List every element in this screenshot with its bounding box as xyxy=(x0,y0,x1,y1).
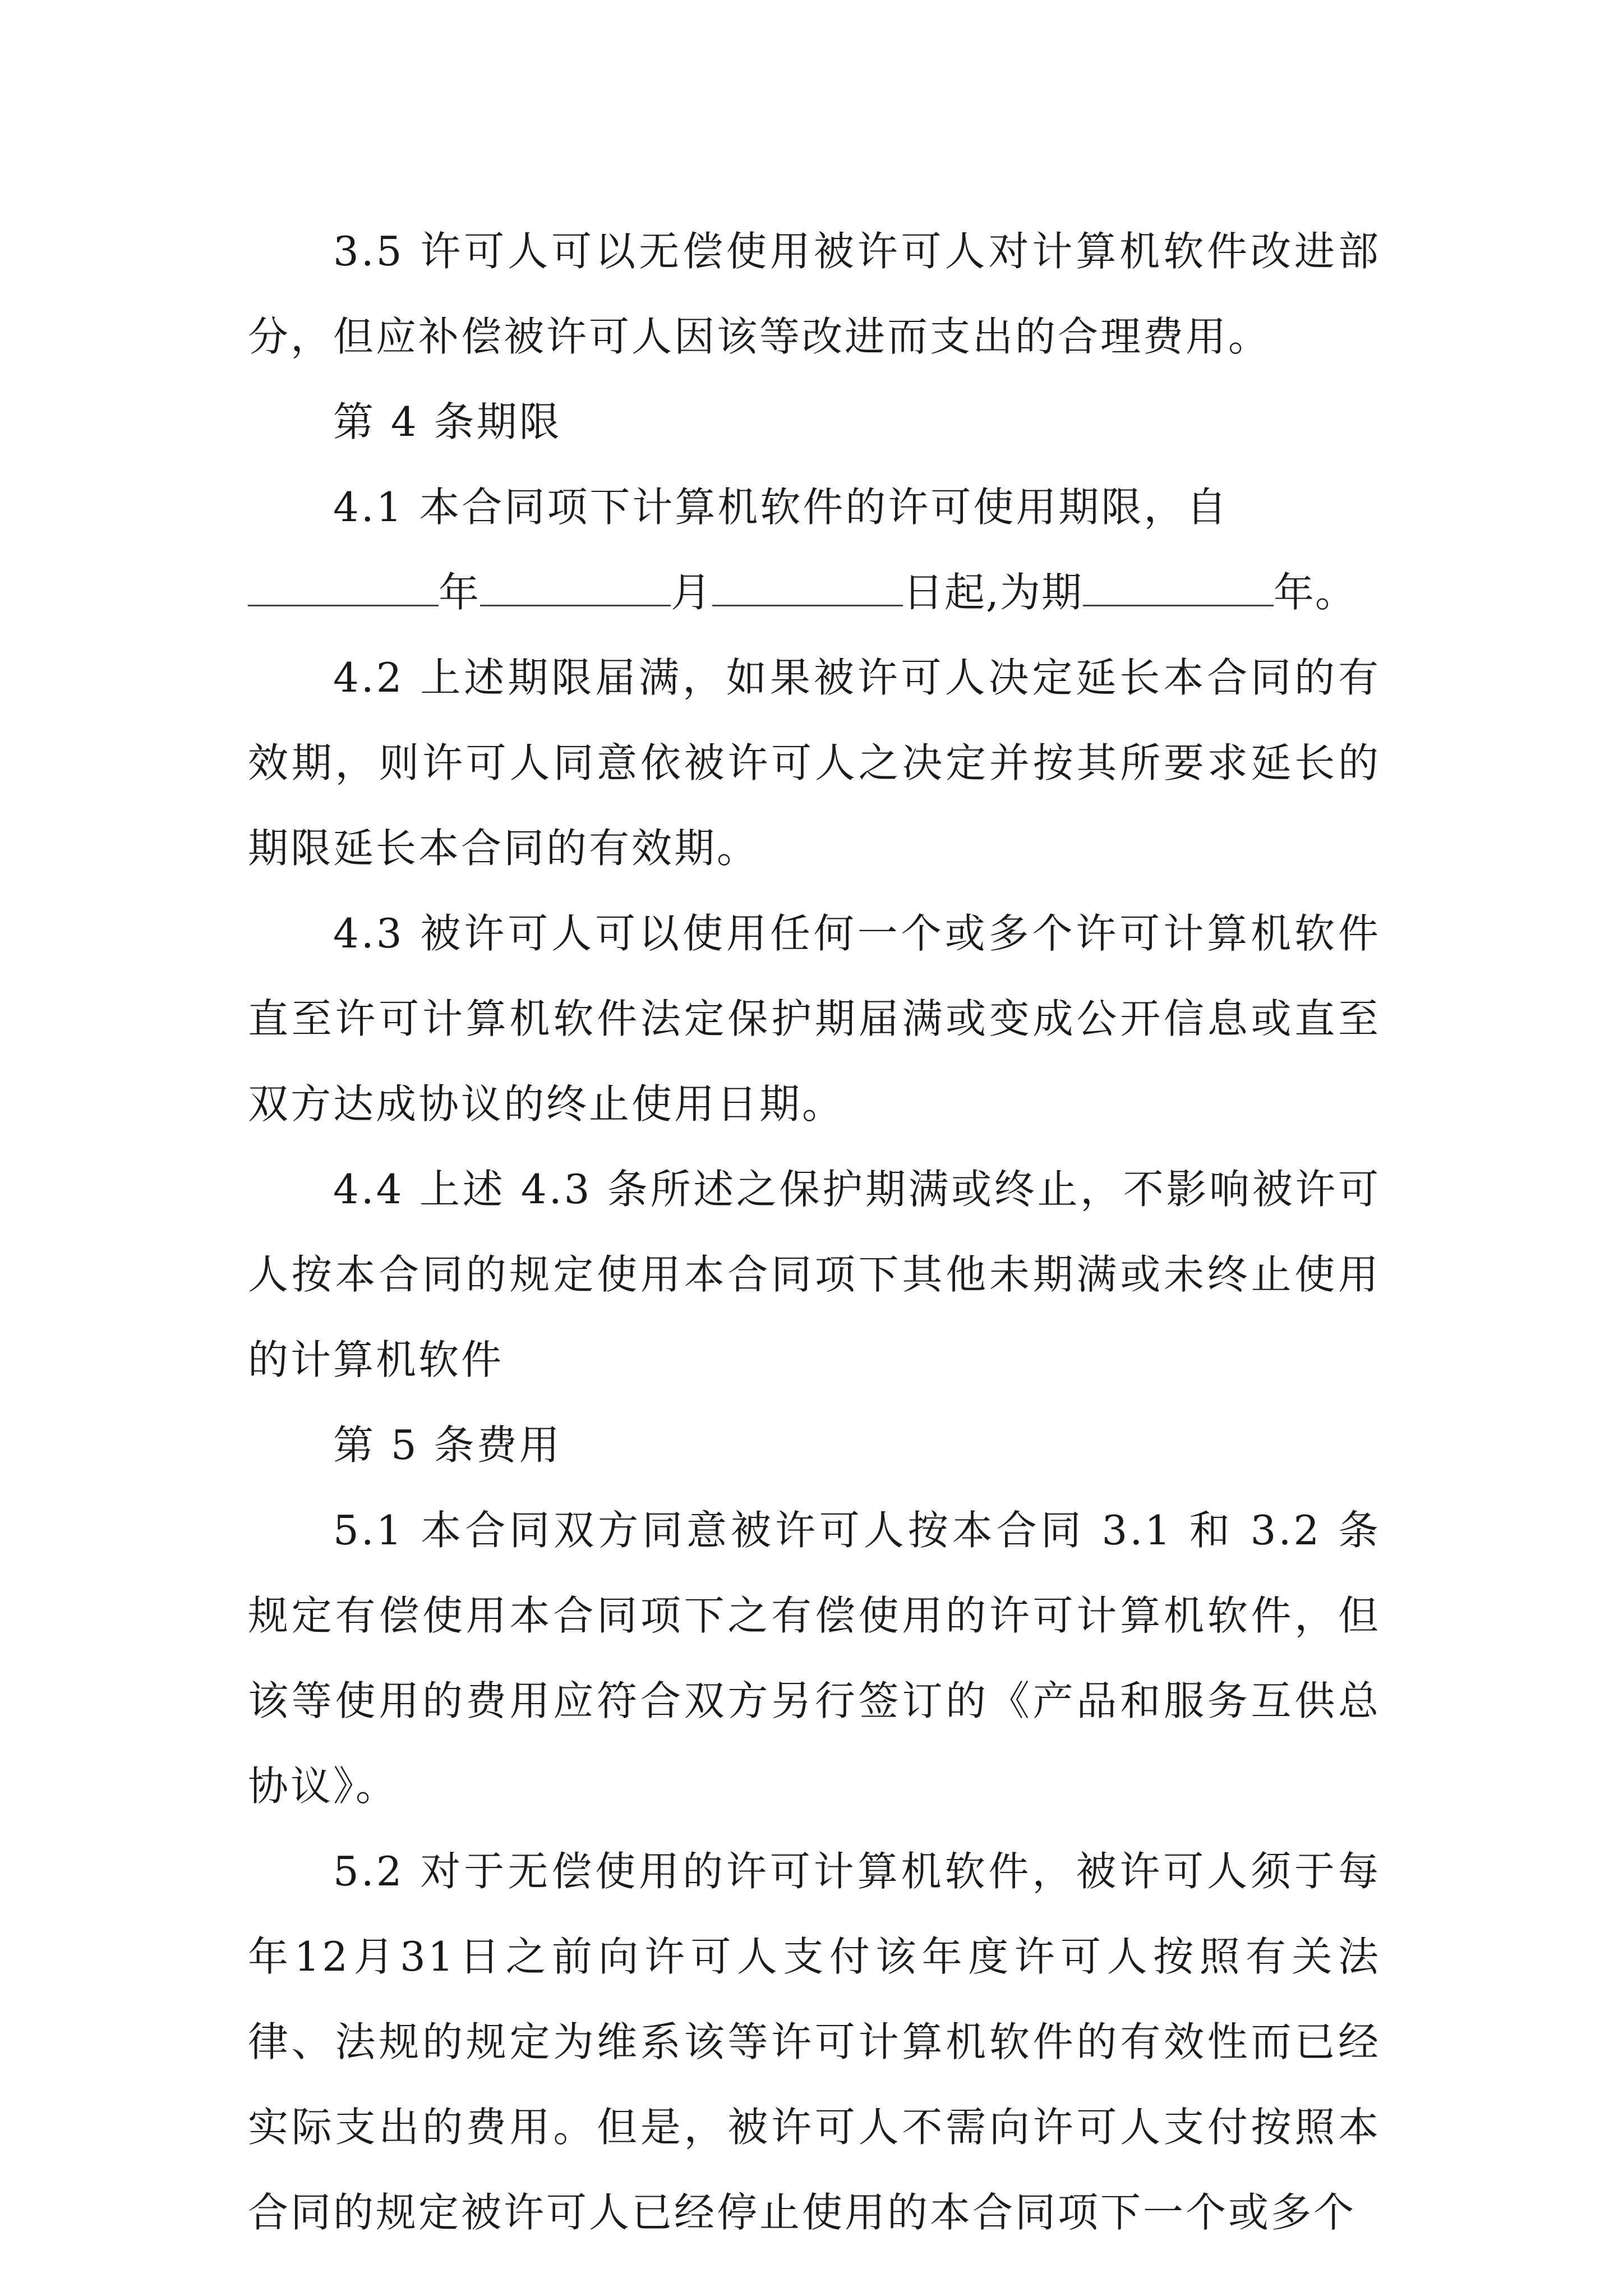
blank-start-year xyxy=(248,569,439,606)
clause-4-1-text: 4.1 本合同项下计算机软件的许可使用期限，自 xyxy=(333,484,1229,531)
label-month: 月 xyxy=(671,569,713,616)
blank-duration-years xyxy=(1083,569,1274,606)
blank-start-month xyxy=(480,569,671,606)
document-body xyxy=(248,209,1381,2255)
article-4-heading: 第 4 条期限 xyxy=(333,398,562,445)
clause-4-4: 4.4 上述 4.3 条所述之保护期满或终止，不影响被许可人按本合同的规定使用本合同项下其他未期满或未终止使用的计算机软件 xyxy=(248,1166,1381,1383)
label-day-duration: 日起,为期 xyxy=(903,569,1083,616)
blank-start-day xyxy=(712,569,903,606)
clause-5-2: 5.2 对于无偿使用的许可计算机软件，被许可人须于每年12月31日之前向许可人支付该年度许可人按照有关法律、法规的规定为维系该等许可计算机软件的有效性而已经实际支出的费用。但是，被许可人不需向许可人支付按照本合同的规定被许可人已经停止使用的本合同项下一个或多个 xyxy=(248,1848,1381,2236)
label-years-end: 年。 xyxy=(1273,569,1357,616)
clause-4-3: 4.3 被许可人可以使用任何一个或多个许可计算机软件直至许可计算机软件法定保护期届满或变成公开信息或直至双方达成协议的终止使用日期。 xyxy=(248,910,1381,1128)
clause-3-5: 3.5 许可人可以无偿使用被许可人对计算机软件改进部分，但应补偿被许可人因该等改进而支出的合理费用。 xyxy=(248,228,1381,360)
clause-4-1 xyxy=(248,464,1381,550)
article-5-heading: 第 5 条费用 xyxy=(333,1421,562,1469)
clause-4-2: 4.2 上述期限届满，如果被许可人决定延长本合同的有效期，则许可人同意依被许可人之决定并按其所要求延长的期限延长本合同的有效期。 xyxy=(248,654,1381,872)
clause-4-1-date-line xyxy=(248,550,1381,635)
label-year: 年 xyxy=(439,569,481,616)
clause-5-1: 5.1 本合同双方同意被许可人按本合同 3.1 和 3.2 条规定有偿使用本合同项下之有偿使用的许可计算机软件，但该等使用的费用应符合双方另行签订的《产品和服务互供总协议》。 xyxy=(248,1507,1381,1810)
